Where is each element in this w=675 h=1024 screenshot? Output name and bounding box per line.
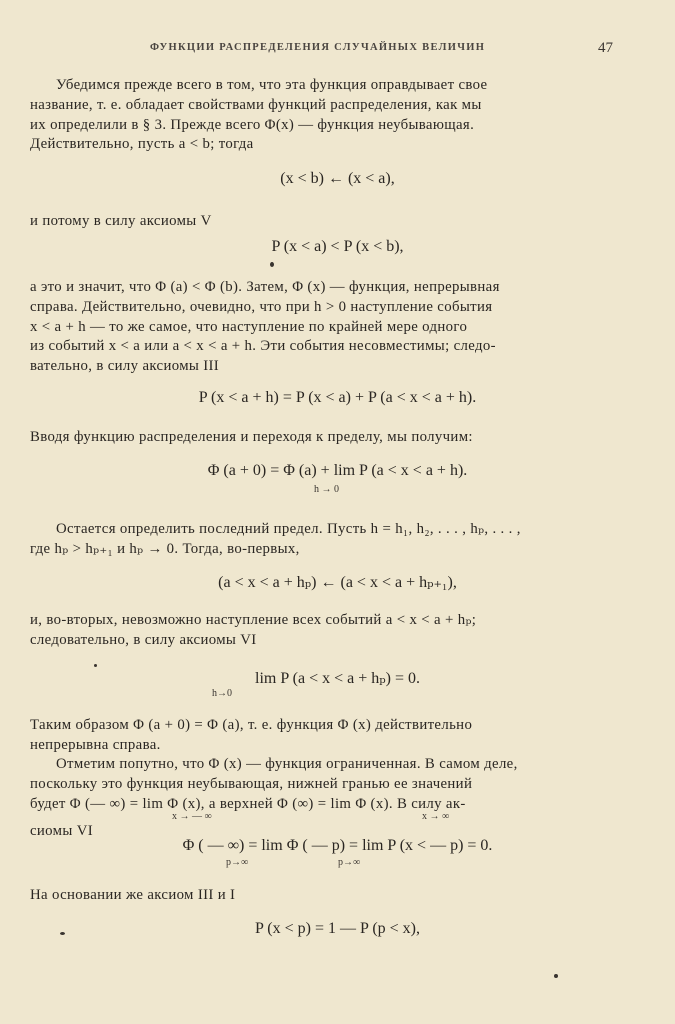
text-line: На основании же аксиом III и I	[30, 887, 236, 903]
equation-7: Φ ( — ∞) = lim Φ ( — p) = lim P (x < — p) = 0.	[182, 837, 493, 854]
text-line: Действительно, пусть a < b; тогда	[30, 136, 254, 153]
equation-4: Φ (a + 0) = Φ (a) + lim P (a < x < a + h).	[207, 462, 468, 479]
running-header	[0, 40, 675, 60]
text-line: из событий x < a или a < x < a + h. Эти события несовместимы; следо-	[30, 338, 496, 355]
paragraph-8	[30, 755, 612, 842]
text-line: следовательно, в силу аксиомы VI	[30, 631, 257, 648]
text-line: Отметим попутно, что Φ (x) — функция ограниченная. В самом деле,	[56, 756, 518, 772]
text-line: справа. Действительно, очевидно, что при h > 0 наступление события	[30, 298, 493, 315]
limit-subscript: p→∞	[226, 857, 249, 868]
paragraph-7	[30, 716, 612, 756]
running-title: ФУНКЦИИ РАСПРЕДЕЛЕНИЯ СЛУЧАЙНЫХ ВЕЛИЧИН	[150, 42, 486, 53]
equation-6: lim P (a < x < a + hₚ) = 0.	[255, 670, 420, 687]
limit-subscript: x → ∞	[422, 811, 450, 822]
text-line: будет Φ (— ∞) = lim Φ (x), а верхней Φ (∞) = lim Φ (x). В силу ак-	[30, 795, 466, 812]
text-line: Таким образом Φ (a + 0) = Φ (a), т. е. функция Φ (x) действительно	[30, 717, 473, 733]
ink-speck	[270, 262, 274, 267]
limit-subscript: h → 0	[314, 484, 339, 495]
text-line: их определили в § 3. Прежде всего Φ(x) — функция неубывающая.	[30, 116, 475, 133]
text-line: вательно, в силу аксиомы III	[30, 358, 220, 375]
paragraph-5	[30, 520, 612, 560]
text-line: x < a + h — то же самое, что наступление по крайней мере одного	[30, 318, 468, 335]
page-number: 47	[598, 40, 613, 56]
paragraph-1	[30, 76, 612, 155]
limit-subscript: x → — ∞	[172, 811, 212, 822]
text-line: где hₚ > hₚ₊₁ и hₚ → 0. Тогда, во-первых,	[30, 540, 300, 557]
ink-speck	[60, 932, 65, 935]
text-line: название, т. е. обладает свойствами функций распределения, как мы	[30, 96, 482, 113]
paragraph-3	[30, 278, 612, 377]
equation-3: P (x < a + h) = P (x < a) + P (a < x < a + h).	[198, 389, 477, 406]
paragraph-6	[30, 611, 612, 651]
ink-speck	[94, 664, 97, 667]
equation-1: (x < b) ← (x < a),	[280, 170, 395, 187]
text-line: и потому в силу аксиомы V	[30, 213, 212, 229]
text-line: и, во-вторых, невозможно наступление всех событий a < x < a + hₚ;	[30, 612, 477, 628]
text-line: Остается определить последний предел. Пусть h = h₁, h₂, . . . , hₚ, . . . ,	[56, 521, 521, 537]
limit-subscript: h→0	[212, 688, 232, 699]
text-line: Убедимся прежде всего в том, что эта функция оправдывает свое	[56, 77, 488, 93]
ink-speck	[554, 974, 558, 978]
text-line: непрерывна справа.	[30, 736, 161, 753]
equation-2: P (x < a) < P (x < b),	[271, 238, 404, 255]
paragraph-9	[30, 886, 612, 906]
limit-subscript: p→∞	[338, 857, 361, 868]
equation-5: (a < x < a + hₚ) ← (a < x < a + hₚ₊₁),	[218, 574, 457, 591]
text-line: Вводя функцию распределения и переходя к пределу, мы получим:	[30, 429, 473, 445]
text-line: а это и значит, что Φ (a) < Φ (b). Затем, Φ (x) — функция, непрерывная	[30, 279, 500, 295]
text-line: сиомы VI	[30, 823, 94, 840]
paragraph-2	[30, 212, 612, 232]
equation-8: P (x < p) = 1 — P (p < x),	[255, 920, 420, 937]
paragraph-4	[30, 428, 612, 448]
text-line: поскольку это функция неубывающая, нижней гранью ее значений	[30, 775, 473, 792]
